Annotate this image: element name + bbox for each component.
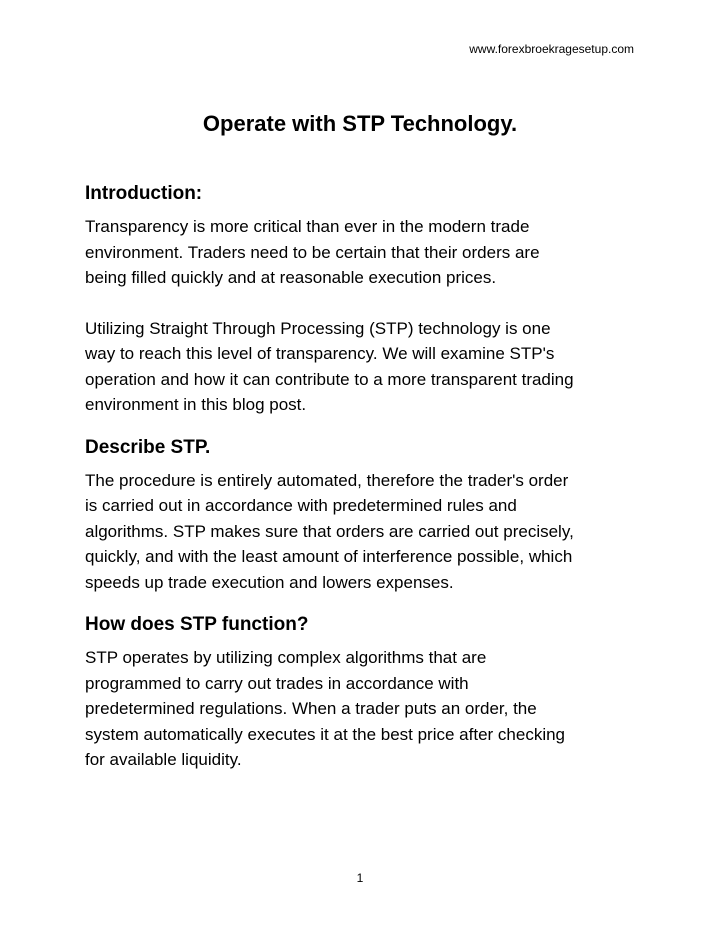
section-describe-stp	[85, 435, 645, 596]
paragraph: The procedure is entirely automated, therefore the trader's order is carried out in accordance with predetermined rules and algorithms. STP makes sure that orders are carried out precisely, quickly, and with the least amount of interference possible, which speeds up trade execution and lowers expenses.	[85, 470, 574, 592]
paragraph: STP operates by utilizing complex algorithms that are programmed to carry out trades in accordance with predetermined regulations. When a trader puts an order, the system automatically executes it at the best price after checking for available liquidity.	[85, 648, 566, 769]
header-url: www.forexbroekragesetup.com	[469, 42, 634, 56]
section-introduction	[85, 181, 645, 418]
paragraph: Utilizing Straight Through Processing (STP) technology is one way to reach this level of transparency. We will examine STP's operation and how it can contribute to a more transparent trading environment in this blog post.	[85, 318, 574, 414]
section-how-stp-functions	[85, 612, 645, 773]
section-heading: How does STP function?	[85, 614, 309, 635]
document-body	[85, 181, 645, 773]
page-number: 1	[356, 871, 364, 885]
page-title: Operate with STP Technology.	[202, 111, 518, 136]
paragraph: Transparency is more critical than ever in the modern trade environment. Traders need to be certain that their orders are being filled quickly and at reasonable execution prices.	[85, 217, 540, 287]
section-heading: Introduction:	[85, 183, 203, 204]
section-heading: Describe STP.	[85, 436, 211, 458]
